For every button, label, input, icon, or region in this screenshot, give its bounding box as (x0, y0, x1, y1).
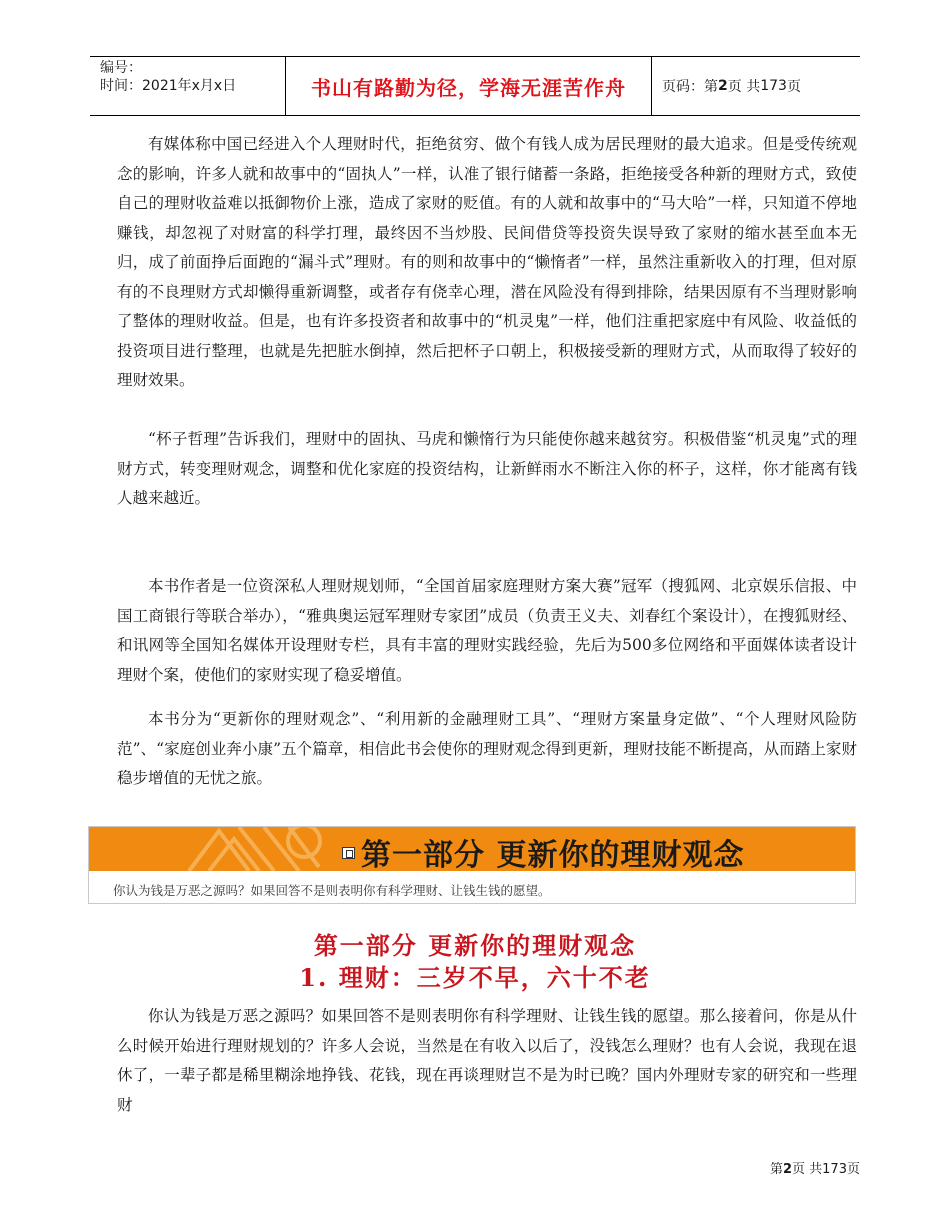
section-heading: 第一部分 更新你的理财观念 (313, 931, 637, 960)
header-page-current: 2 (718, 78, 728, 94)
header-meta (90, 57, 285, 115)
header-page-prefix: 页码：第 (662, 79, 718, 95)
header-page-suffix: 页 (786, 79, 801, 95)
header-number-label: 编号： (100, 60, 142, 76)
section-paragraph: 你认为钱是万恶之源吗？如果回答不是则表明你有科学理财、让钱生钱的愿望。那么接着问，你是从什么时候开始进行理财规划的？许多人会说，当然是在有收入以后了，没钱怎么理财？也有人会说，我现在退休了，一辈子都是稀里糊涂地挣钱、花钱，现在再谈理财岂不是为时已晚？国内外理财专家的研究和一些理财 (117, 1007, 857, 1114)
document-icon (342, 847, 355, 859)
banner-title: 第一部分 更新你的理财观念 (361, 838, 745, 871)
banner-bar (89, 827, 855, 871)
body-paragraph-3: 本书作者是一位资深私人理财规划师，“全国首届家庭理财方案大赛”冠军（搜狐网、北京娱乐信报、中国工商银行等联合举办），“雅典奥运冠军理财专家团”成员（负责王义夫、刘春红个案设计），在搜狐财经、和讯网等全国知名媒体开设理财专栏，具有丰富的理财实践经验，先后为500多位网络和平面媒体读者设计理财个案，使他们的家财实现了稳妥增值。 (117, 577, 857, 684)
header-page-total: 173 (760, 78, 787, 94)
page-header (90, 56, 860, 116)
footer-page-current: 2 (782, 1162, 793, 1177)
header-page-number (652, 57, 860, 115)
footer-suffix: 页 (846, 1162, 860, 1177)
section-subheading: 1. 理财：三岁不早，六十不老 (299, 963, 651, 992)
body-paragraph-2: “杯子哲理”告诉我们，理财中的固执、马虎和懒惰行为只能使你越来越贫穷。积极借鉴“机灵鬼”式的理财方式，转变理财观念，调整和优化家庭的投资结构，让新鲜雨水不断注入你的杯子，这样，你才能离有钱人越来越近。 (117, 430, 857, 507)
banner-decoration (179, 827, 339, 871)
body-paragraph-1: 有媒体称中国已经进入个人理财时代，拒绝贫穷、做个有钱人成为居民理财的最大追求。但是受传统观念的影响，许多人就和故事中的“固执人”一样，认准了银行储蓄一条路，拒绝接受各种新的理财方式，致使自己的理财收益难以抵御物价上涨，造成了家财的贬值。有的人就和故事中的“马大哈”一样，只知道不停地赚钱，却忽视了对财富的科学打理，最终因不当炒股、民间借贷等投资失误导致了家财的缩水甚至血本无归，成了前面挣后面跑的“漏斗式”理财。有的则和故事中的“懒惰者”一样，虽然注重新收入的打理，但对原有的不良理财方式却懒得重新调整，或者存有侥幸心理，潜在风险没有得到排除，结果因原有不当理财影响了整体的理财收益。但是，也有许多投资者和故事中的“机灵鬼”一样，他们注重把家庭中有风险、收益低的投资项目进行整理，也就是先把脏水倒掉，然后把杯子口朝上，积极接受新的理财方式，从而取得了较好的理财效果。 (117, 135, 857, 389)
footer-mid: 页 共 (792, 1162, 823, 1177)
section-banner (88, 826, 856, 904)
header-page-mid: 页 共 (727, 79, 761, 95)
header-date: 时间：2021年x月x日 (100, 78, 237, 94)
footer-prefix: 第 (769, 1162, 783, 1177)
body-paragraph-4: 本书分为“更新你的理财观念”、“利用新的金融理财工具”、“理财方案量身定做”、“个人理财风险防范”、“家庭创业奔小康”五个篇章，相信此书会使你的理财观念得到更新，理财技能不断提高，从而踏上家财稳步增值的无忧之旅。 (117, 710, 857, 787)
banner-subtitle: 你认为钱是万恶之源吗？如果回答不是则表明你有科学理财、让钱生钱的愿望。 (113, 883, 551, 898)
footer-page-total: 173 (822, 1162, 847, 1177)
page-footer (770, 1158, 860, 1177)
header-motto: 书山有路勤为径，学海无涯苦作舟 (285, 57, 652, 115)
